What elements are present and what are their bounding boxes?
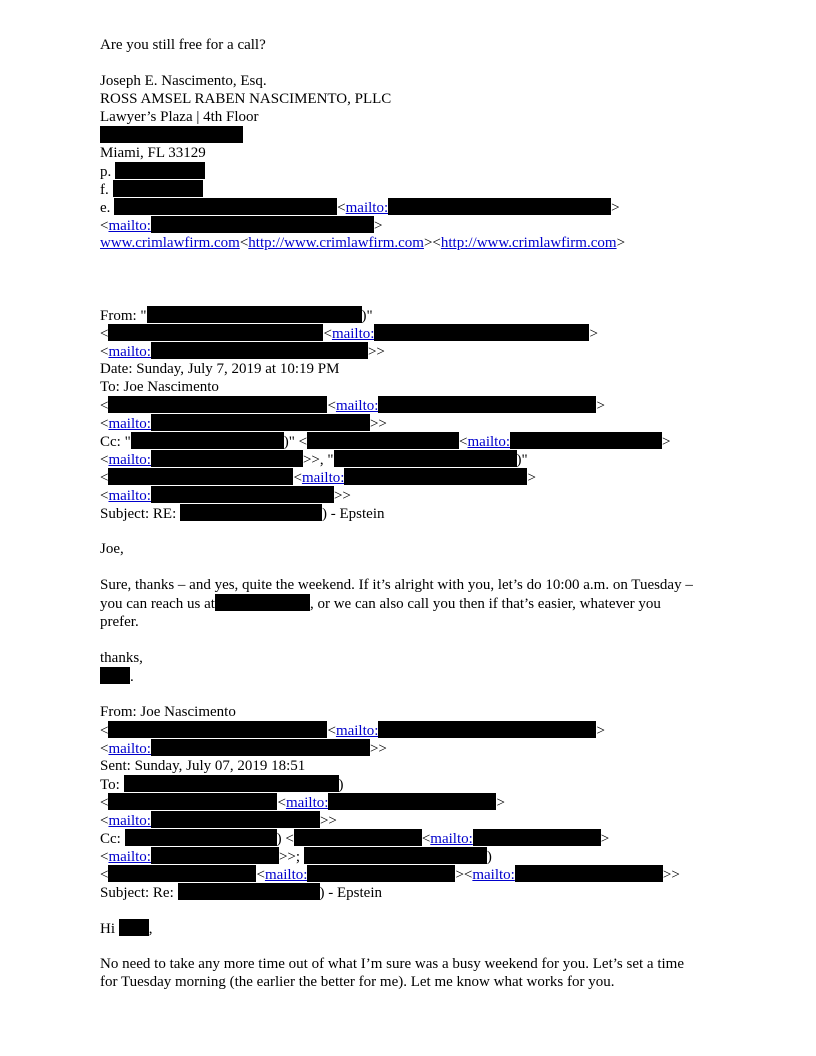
redaction [151,811,320,828]
signature-block: Joseph E. Nascimento, Esq. ROSS AMSEL RABEN NASCIMENTO, PLLC Lawyer’s Plaza | 4th Floor Miami, FL 33129 p. f. e. <mailto: > <mailto: > www.crimlawfirm.com<http://www.crimlawfirm.com><http://www.crimlawfirm.com> [100,72,800,252]
redaction [378,721,596,738]
mailto-link[interactable]: mailto: [331,326,375,342]
redaction [113,180,203,197]
cc-label: Cc: [100,831,125,847]
redaction [215,594,310,611]
cc-label: Cc: " [100,434,131,450]
redaction [108,468,293,485]
mailto-link[interactable]: mailto: [108,813,151,829]
redaction [151,450,303,467]
redaction [334,450,517,467]
redaction [307,432,459,449]
redaction [125,829,277,846]
website-url-link[interactable]: http://www.crimlawfirm.com [440,235,617,251]
website-link[interactable]: www.crimlawfirm.com [100,235,240,251]
redaction [304,847,487,864]
website-url-link[interactable]: http://www.crimlawfirm.com [248,235,424,251]
signature-firm: ROSS AMSEL RABEN NASCIMENTO, PLLC [100,91,392,107]
redaction [124,775,339,792]
redaction [108,793,277,810]
mailto-link[interactable]: mailto: [285,795,329,811]
mailto-link[interactable]: mailto: [335,398,379,414]
redaction [151,216,374,233]
mailto-link[interactable]: mailto: [345,200,389,216]
redaction [131,432,284,449]
redaction [388,198,611,215]
email2-header: From: Joe Nascimento < <mailto: > <mailto: >> Sent: Sunday, July 07, 2019 18:51 To: ) < <mailto: > <mailto: >> Cc: ) < <mailto: > <mailto: >>; ) < <mailto: ><mailto: >> Subject: Re: ) - Epstein [100,703,800,901]
redaction [108,721,327,738]
mailto-link[interactable]: mailto: [430,831,473,847]
redaction [151,414,370,431]
email2-body: No need to take any more time out of what I’m sure was a busy weekend for you. Let’s set a time for Tuesday morning (the earlier the better for me). Let me know what works for you. [100,956,684,990]
mailto-link[interactable]: mailto: [108,416,151,432]
redaction [151,342,368,359]
mailto-link[interactable]: mailto: [108,741,151,757]
from-label: From: " [100,308,147,324]
redaction [108,324,323,341]
signature-address: Lawyer’s Plaza | 4th Floor [100,109,259,125]
email-prefix: e. [100,200,111,216]
redaction [374,324,589,341]
signature-city: Miami, FL 33129 [100,145,206,161]
mailto-link[interactable]: mailto: [264,867,308,883]
redaction [473,829,601,846]
mailto-link[interactable]: mailto: [108,218,151,234]
redaction [151,486,334,503]
mailto-link[interactable]: mailto: [472,867,515,883]
redaction [307,865,455,882]
redaction [108,396,327,413]
phone-prefix: p. [100,164,112,180]
redaction [119,919,149,936]
email1-date: Date: Sunday, July 7, 2019 at 10:19 PM [100,361,340,377]
email1-header: From: " )" < <mailto: > <mailto: >> Date: Sunday, July 7, 2019 at 10:19 PM To: Joe Nascimento < <mailto: > <mailto: >> Cc: " )" < <mailto: > <mailto: >>, " )" < <mailto: > <mailto: >> Subject: RE: ) - Epstein [100,306,800,522]
subject-label: Subject: RE: [100,506,180,522]
redaction [180,504,322,521]
mailto-link[interactable]: mailto: [467,434,510,450]
mailto-link[interactable]: mailto: [108,488,151,504]
redaction [108,865,256,882]
redaction [510,432,662,449]
mailto-link[interactable]: mailto: [301,470,345,486]
fax-prefix: f. [100,182,109,198]
redaction [114,198,337,215]
email1-greeting: Joe, [100,541,124,557]
mailto-link[interactable]: mailto: [108,849,151,865]
email1-closing: thanks, [100,650,143,666]
to-label: To: [100,777,124,793]
redaction [147,306,362,323]
redaction [151,739,370,756]
mailto-link[interactable]: mailto: [108,344,151,360]
redaction [294,829,422,846]
mailto-link[interactable]: mailto: [108,452,151,468]
opening-line: Are you still free for a call? [100,37,266,53]
redaction [115,162,205,179]
email-document: Are you still free for a call? Joseph E. Nascimento, Esq. ROSS AMSEL RABEN NASCIMENTO, PLLC Lawyer’s Plaza | 4th Floor Miami, FL 33129 p. f. e. <mailto: > <mailto: > www.crimlawfirm.com<http://www.crimlawfirm.com><http://www.crimlawfirm.com> From: " )" < <mailto: > <mailto: >> Date: Sunday, July 7, 2019 at 10:19 PM To: Joe Nascimento < <mailto: > <mailto: >> Cc: " )" < <mailto: > <mailto: >>, " )" < <mailto: > <mailto: >> Subject: RE: ) - Epstein Joe, Sure, thanks – and yes, quite the weekend. If it’s alright with you, let’s do 10:00 a.m. on Tuesday – you can reach us at , or we can also call you then if that’s easier, whatever you prefer. thanks, . From: Joe Nascimento < <mailto: > <mailto: >> Sent: Sunday, July 07, 2019 18:51 To: ) < <mailto: > <mailto: >> Cc: ) < <mailto: > <mailto: >>; ) < <mailto: ><mailto: >> Subject: Re: ) - Epstein Hi , No need to take any more time out of what I’m sure was a busy weekend for you. Let’s set a time for Tuesday morning (the earlier the better for me). Let me know what works for you. [100,36,800,991]
redaction [100,126,243,143]
redaction [178,883,320,900]
email2-greeting: Hi , [100,921,153,937]
redaction [344,468,527,485]
redaction [378,396,596,413]
redaction [100,667,130,684]
email1-body: Sure, thanks – and yes, quite the weekend. If it’s alright with you, let’s do 10:00 a.m. on Tuesday – you can reach us at , or we can also call you then if that’s easier, whatever you prefer. [100,577,693,630]
signature-name: Joseph E. Nascimento, Esq. [100,73,267,89]
subject-label: Subject: Re: [100,885,178,901]
email2-sent: Sent: Sunday, July 07, 2019 18:51 [100,758,306,774]
email2-from: From: Joe Nascimento [100,704,236,720]
redaction [515,865,663,882]
mailto-link[interactable]: mailto: [335,723,379,739]
redaction [151,847,279,864]
email1-to: To: Joe Nascimento [100,379,219,395]
redaction [328,793,496,810]
